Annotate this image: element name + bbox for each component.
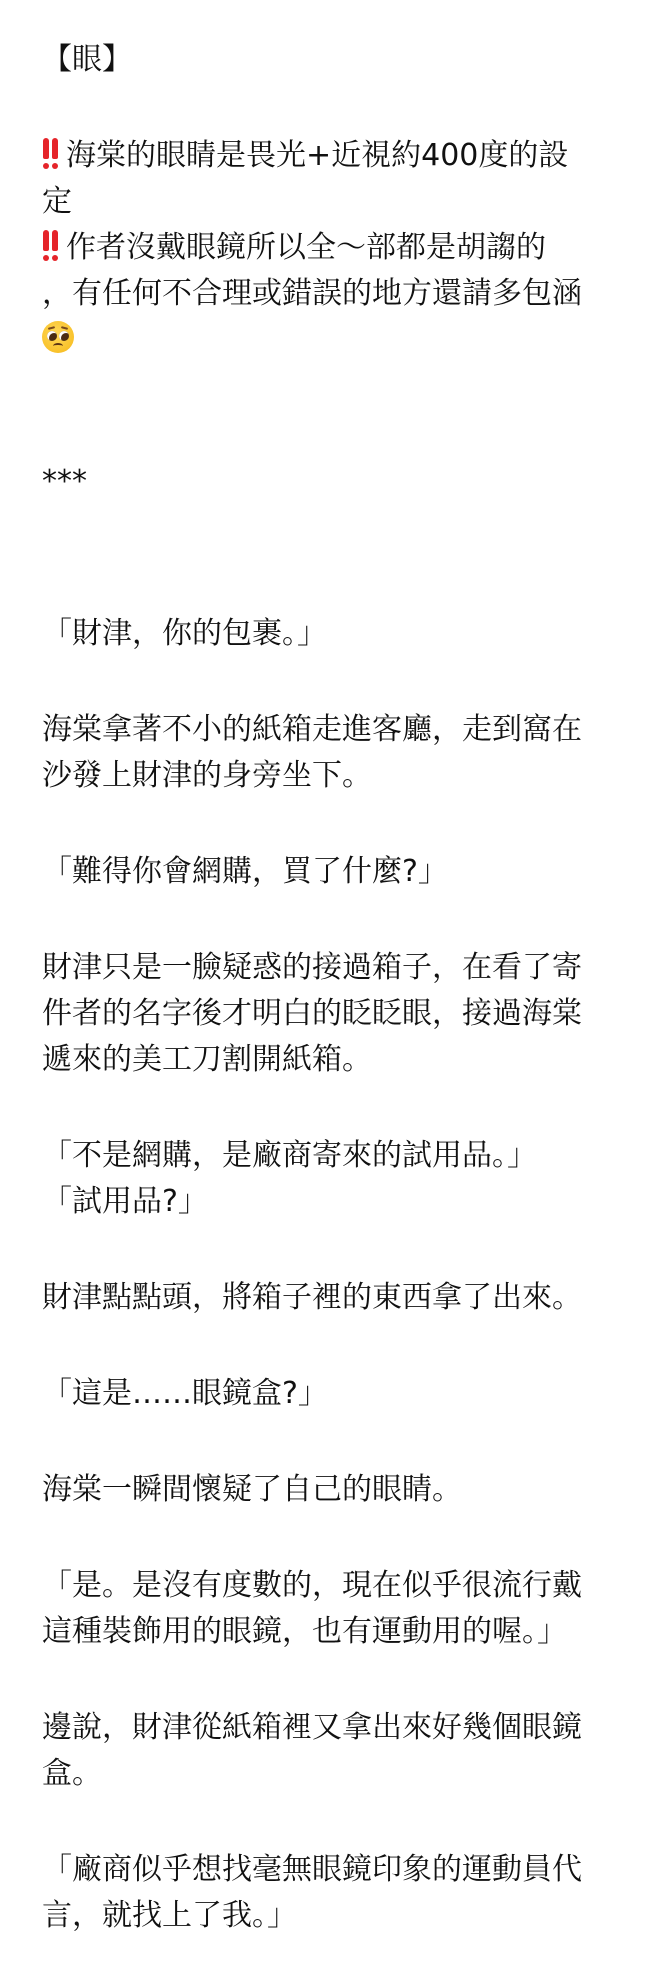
chapter-title: 【眼】 — [42, 42, 132, 77]
paragraph-line: 財津點點頭，將箱子裡的東西拿了出來。 — [42, 1280, 582, 1315]
paragraph-line: 「這是……眼鏡盒?」 — [42, 1376, 328, 1411]
emoji-line — [42, 318, 632, 362]
paragraph-line: 「廠商似乎想找毫無眼鏡印象的運動員代 — [42, 1852, 582, 1887]
paragraph-line: 盒。 — [42, 1756, 102, 1791]
paragraph-line: 「難得你會網購，買了什麼?」 — [42, 854, 448, 889]
paragraph-line: 遞來的美工刀割開紙箱。 — [42, 1042, 372, 1077]
paragraph-line: 「是。是沒有度數的，現在似乎很流行戴 — [42, 1568, 582, 1603]
paragraph-line: 海棠拿著不小的紙箱走進客廳，走到窩在 — [42, 712, 582, 747]
paragraph-line: 邊說，財津從紙箱裡又拿出來好幾個眼鏡 — [42, 1710, 582, 1745]
note-text-1: 海棠的眼睛是畏光+近視約400度的設 — [66, 138, 569, 173]
note-line-2-cont: ，有任何不合理或錯誤的地方還請多包涵 — [42, 276, 582, 311]
double-exclamation-icon — [42, 138, 60, 170]
note-line-1-cont: 定 — [42, 184, 72, 219]
paragraph-line: 財津只是一臉疑惑的接過箱子，在看了寄 — [42, 950, 582, 985]
paragraph-line: 這種裝飾用的眼鏡，也有運動用的喔。」 — [42, 1614, 567, 1649]
section-separator: *** — [42, 464, 87, 499]
paragraph-line: 件者的名字後才明白的眨眨眼，接過海棠 — [42, 996, 582, 1031]
note-text-2: 作者沒戴眼鏡所以全～部都是胡謅的 — [66, 230, 546, 265]
paragraph-line: 「不是網購，是廠商寄來的試用品。」 — [42, 1138, 537, 1173]
pleading-face-icon — [42, 321, 74, 353]
paragraph-line: 沙發上財津的身旁坐下。 — [42, 758, 372, 793]
double-exclamation-icon — [42, 230, 60, 262]
note-line-1 — [42, 134, 632, 178]
paragraph-line: 海棠一瞬間懷疑了自己的眼睛。 — [42, 1472, 462, 1507]
paragraph-line: 言，就找上了我。」 — [42, 1898, 297, 1933]
paragraph-line: 「試用品?」 — [42, 1184, 208, 1219]
paragraph-line: 「財津，你的包裹。」 — [42, 616, 327, 651]
note-line-2 — [42, 226, 632, 270]
